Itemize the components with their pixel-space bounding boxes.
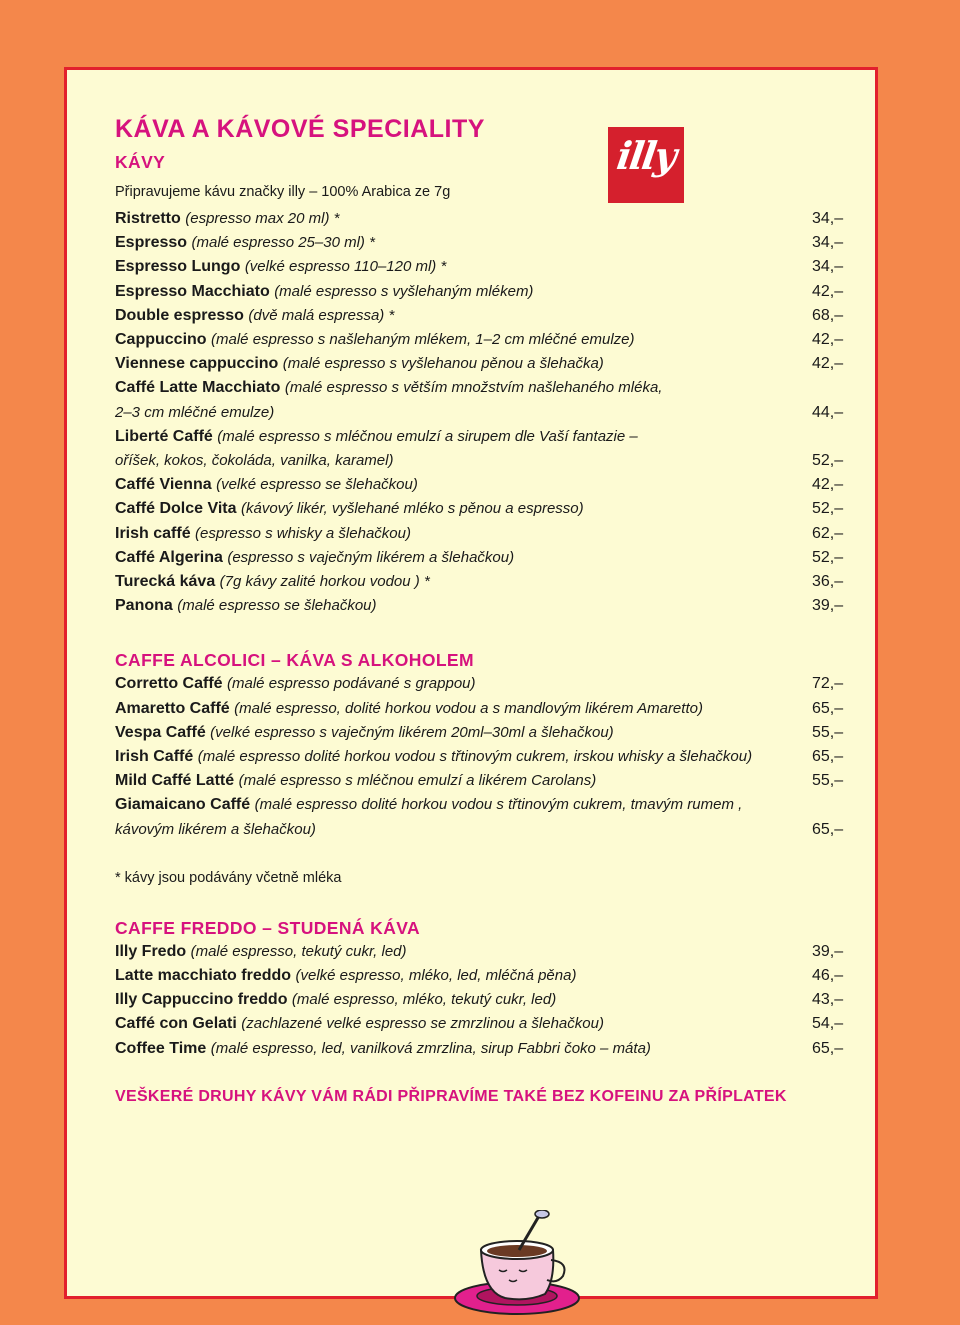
menu-item-price: 36,– [812,573,844,591]
section-title: CAFFE ALCOLICI – KÁVA S ALKOHOLEM [115,650,474,671]
menu-item-description: (malé espresso s našlehaným mlékem, 1–2 cm mléčné emulze) [211,331,635,349]
menu-item-price: 46,– [812,967,844,985]
menu-item [115,352,850,376]
menu-list [115,940,850,1061]
menu-content [115,112,850,1109]
menu-item-text [115,721,812,745]
menu-item [115,473,850,497]
menu-item-price: 43,– [812,991,844,1009]
menu-item-description: (malé espresso dolité horkou vodou s třtinovým cukrem, irskou whisky a šlehačkou) [197,748,753,766]
menu-item-description: (7g kávy zalité horkou vodou ) * [219,573,430,591]
menu-item [115,793,850,841]
menu-item-name: Espresso [115,234,188,252]
section-intro: Připravujeme kávu značky illy – 100% Arabica ze 7g [115,184,451,200]
menu-item [115,522,850,546]
menu-item-price: 55,– [812,772,844,790]
menu-item [115,721,850,745]
menu-item-price: 39,– [812,597,844,615]
menu-item-description: (malé espresso, led, vanilková zmrzlina, sirup Fabbri čoko – máta) [210,1039,651,1057]
menu-item [115,570,850,594]
menu-item-description: (espresso s vaječným likérem a šlehačkou) [227,548,515,566]
menu-list [115,672,850,841]
menu-item-price: 39,– [812,942,844,960]
menu-item-text [115,231,812,255]
menu-item [115,546,850,570]
section-kavy [115,150,850,618]
menu-item-description: (zachlazené velké espresso se zmrzlinou a šlehačkou) [241,1015,604,1033]
menu-item-name: Ristretto [115,210,181,227]
menu-item-price: 65,– [812,1039,844,1057]
decaf-note: VEŠKERÉ DRUHY KÁVY VÁM RÁDI PŘIPRAVÍME TAKÉ BEZ KOFEINU ZA PŘÍPLATEK [115,1087,787,1105]
menu-item-description: (malé espresso dolité horkou vodou s třtinovým cukrem, tmavým rumem , [254,796,743,814]
menu-item-text [115,988,812,1012]
menu-item [115,1012,850,1036]
menu-item-description: (malé espresso, dolité horkou vodou a s mandlovým likérem Amaretto) [234,699,703,717]
menu-item [115,988,850,1012]
menu-item [115,594,850,618]
menu-item-description: (espresso max 20 ml) * [185,210,340,227]
menu-item-name: Latte macchiato freddo [115,967,292,985]
menu-item-price: 34,– [812,258,844,276]
menu-item-name: Caffé Dolce Vita [115,500,237,518]
menu-item-description: (malé espresso s mléčnou emulzí a sirupem dle Vaší fantazie – [217,427,638,445]
menu-item-name: Cappuccino [115,331,207,349]
menu-item-description: (malé espresso, mléko, tekutý cukr, led) [291,991,557,1009]
menu-item-price: 34,– [812,210,844,227]
menu-item-description: (kávový likér, vyšlehané mléko s pěnou a espresso) [240,500,584,518]
menu-item-description-cont: oříšek, kokos, čokoláda, vanilka, karamel) [115,452,394,470]
menu-item [115,207,850,231]
menu-item-name: Caffé Latte Macchiato [115,379,281,397]
menu-item-description: (malé espresso s vyšlehanou pěnou a šlehačka) [282,355,604,373]
menu-list [115,207,850,618]
menu-item-description: (velké espresso, mléko, led, mléčná pěna) [295,967,577,985]
menu-item-text [115,207,812,231]
menu-item-price: 72,– [812,675,844,693]
menu-item-text [115,546,812,570]
menu-item-text [115,793,812,841]
menu-item-text [115,352,812,376]
menu-item-name: Amaretto Caffé [115,699,230,717]
menu-item-price: 68,– [812,306,844,324]
section-alcolici [115,648,850,889]
menu-item-text [115,672,812,696]
menu-item-text [115,745,812,769]
menu-item-description: (dvě malá espressa) * [248,306,395,324]
menu-item [115,376,850,424]
section-freddo [115,916,850,1061]
menu-item-price: 54,– [812,1015,844,1033]
menu-item-price: 65,– [812,748,844,766]
menu-item-name: Illy Fredo [115,942,187,960]
menu-item-name: Illy Cappuccino freddo [115,991,288,1009]
menu-item-description: (velké espresso se šlehačkou) [216,476,418,494]
menu-item-name: Corretto Caffé [115,675,223,693]
menu-item-price: 52,– [812,500,844,518]
menu-item-price: 42,– [812,331,844,349]
menu-page [64,67,878,1299]
menu-item-price: 55,– [812,723,844,741]
menu-item-text [115,376,812,424]
menu-item-name: Coffee Time [115,1039,207,1057]
menu-item-name: Mild Caffé Latté [115,772,235,790]
menu-item-price: 42,– [812,476,844,494]
menu-item-text [115,522,812,546]
menu-item [115,304,850,328]
menu-item-name: Vespa Caffé [115,723,206,741]
menu-item-text [115,769,812,793]
menu-item-description: (velké espresso 110–120 ml) * [244,258,447,276]
menu-item-text [115,497,812,521]
page-title: KÁVA A KÁVOVÉ SPECIALITY [115,115,485,143]
menu-item-price: 62,– [812,524,844,542]
menu-item-name: Giamaicano Caffé [115,796,251,814]
menu-item-name: Viennese cappuccino [115,355,279,373]
coffee-cup-icon [447,1210,587,1325]
menu-item [115,425,850,473]
menu-item-price: 42,– [812,355,844,373]
menu-item-price: 42,– [812,282,844,300]
menu-item-text [115,964,812,988]
menu-item-price: 65,– [812,820,844,838]
menu-item-name: Double espresso [115,306,244,324]
menu-item [115,964,850,988]
menu-item-text [115,697,812,721]
menu-item-text [115,255,812,279]
footnote: * kávy jsou podávány včetně mléka [115,869,342,886]
menu-item [115,697,850,721]
menu-item-text [115,473,812,497]
menu-item-name: Caffé con Gelati [115,1015,237,1033]
menu-item-text [115,594,812,618]
section-title: CAFFE FREDDO – STUDENÁ KÁVA [115,917,421,938]
menu-item [115,745,850,769]
menu-item [115,231,850,255]
menu-item-price: 52,– [812,452,844,470]
menu-item-description: (malé espresso 25–30 ml) * [191,234,375,252]
menu-item [115,672,850,696]
menu-item-description: (malé espresso s vyšlehaným mlékem) [274,282,534,300]
menu-item-description: (espresso s whisky a šlehačkou) [195,524,411,542]
menu-item-name: Turecká káva [115,573,216,591]
menu-item-name: Liberté Caffé [115,427,213,445]
menu-item-name: Irish caffé [115,524,191,542]
menu-item-description: (malé espresso s větším množstvím našlehaného mléka, [284,379,663,397]
menu-item-description-cont: 2–3 cm mléčné emulze) [115,403,275,421]
menu-item-price: 34,– [812,234,844,252]
menu-item-price: 52,– [812,548,844,566]
menu-item-text [115,425,812,473]
menu-item-text [115,1012,812,1036]
menu-item-description: (malé espresso podávané s grappou) [227,675,476,693]
menu-item-text [115,304,812,328]
menu-item [115,328,850,352]
menu-item [115,769,850,793]
menu-item-text [115,1037,812,1061]
menu-item [115,940,850,964]
menu-item-text [115,940,812,964]
menu-item-price: 65,– [812,699,844,717]
menu-item [115,280,850,304]
section-title: KÁVY [115,152,166,172]
menu-item-name: Panona [115,597,173,615]
menu-item-description: (velké espresso s vaječným likérem 20ml–30ml a šlehačkou) [210,723,614,741]
menu-item-name: Espresso Macchiato [115,282,270,300]
menu-item-price: 44,– [812,403,844,421]
logo-text: illy [614,133,678,178]
menu-item-text [115,328,812,352]
menu-item-name: Espresso Lungo [115,258,241,276]
menu-item-description: (malé espresso s mléčnou emulzí a likérem Carolans) [238,772,597,790]
menu-item-name: Caffé Algerina [115,548,223,566]
menu-item-text [115,570,812,594]
menu-item-description-cont: kávovým likérem a šlehačkou) [115,820,316,838]
menu-item [115,497,850,521]
menu-item-name: Caffé Vienna [115,476,212,494]
menu-item-text [115,280,812,304]
menu-item-description: (malé espresso, tekutý cukr, led) [190,942,407,960]
menu-item [115,1037,850,1061]
menu-item-description: (malé espresso se šlehačkou) [177,597,377,615]
menu-item-name: Irish Caffé [115,748,194,766]
menu-item [115,255,850,279]
